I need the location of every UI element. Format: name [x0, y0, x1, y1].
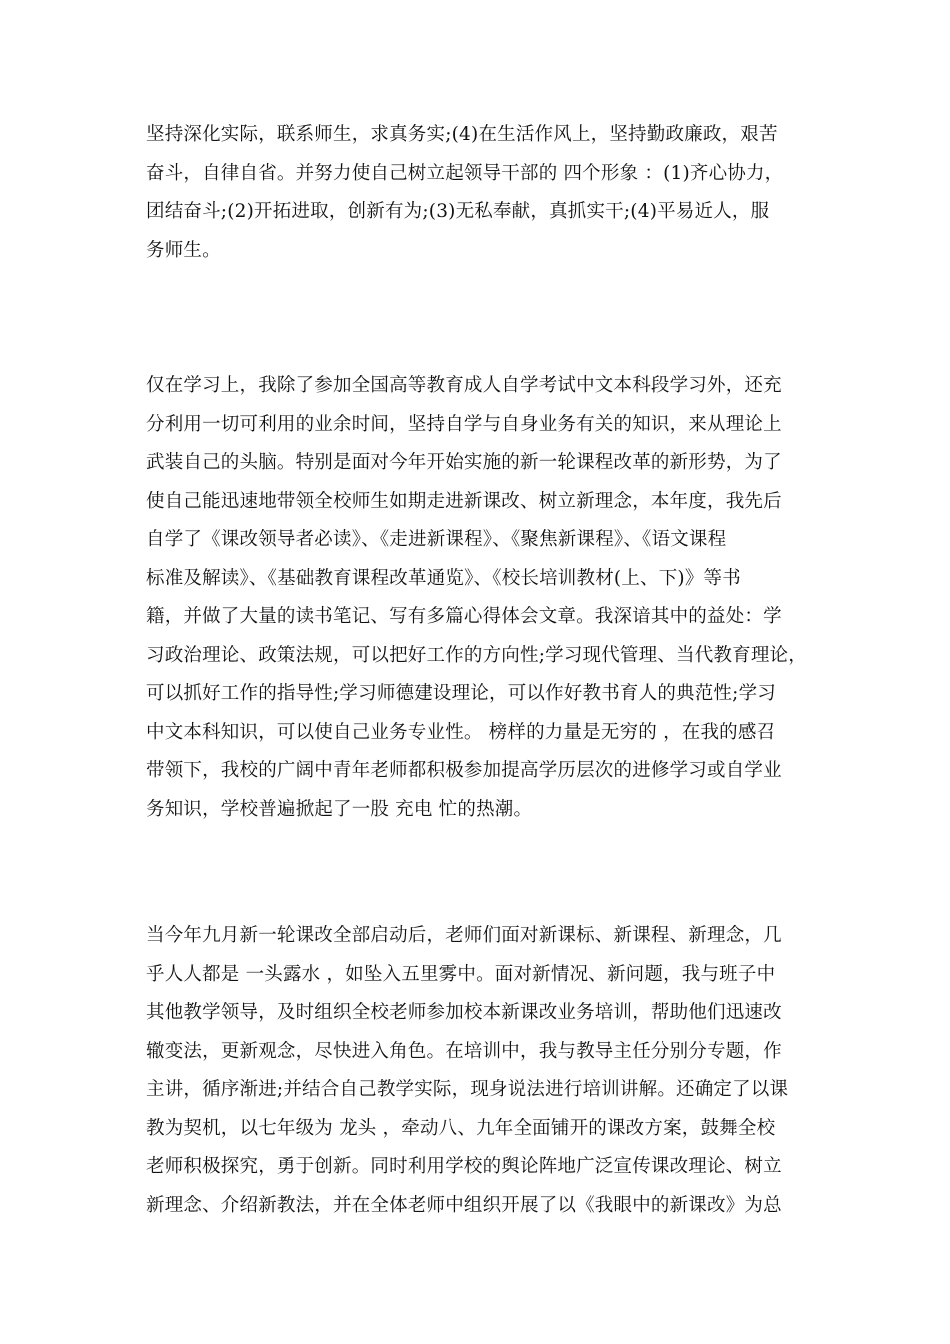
text-line: 当今年九月新一轮课改全部启动后，老师们面对新课标、新课程、新理念，几 [146, 925, 782, 946]
text-line: 教为契机，以七年级为 龙头 ，牵动八、九年全面铺开的课改方案，鼓舞全校 [146, 1117, 776, 1139]
text-line: 坚持深化实际，联系师生，求真务实;(4)在生活作风上，坚持勤政廉政，艰苦 [146, 124, 778, 145]
text-line: 可以抓好工作的指导性;学习师德建设理论，可以作好教书育人的典范性;学习 [146, 683, 776, 704]
text-line: 籍，并做了大量的读书笔记、写有多篇心得体会文章。我深谙其中的益处：学 [146, 606, 782, 627]
text-line: 使自己能迅速地带领全校师生如期走进新课改、树立新理念，本年度，我先后 [146, 490, 782, 512]
text-line: 团结奋斗;(2)开拓进取，创新有为;(3)无私奉献，真抓实干;(4)平易近人，服 [146, 201, 770, 222]
text-line: 中文本科知识，可以使自己业务专业性。 榜样的力量是无穷的 ，在我的感召 [146, 721, 776, 743]
text-line: 务知识，学校普遍掀起了一股 充电 忙的热潮。 [146, 798, 533, 820]
text-line: 务师生。 [146, 239, 221, 261]
paragraph-1 [146, 116, 826, 270]
text-line: 分利用一切可利用的业余时间，坚持自学与自身业务有关的知识，来从理论上 [146, 413, 782, 435]
text-line: 武装自己的头脑。特别是面对今年开始实施的新一轮课程改革的新形势，为了 [146, 452, 782, 473]
text-line: 仅在学习上，我除了参加全国高等教育成人自学考试中文本科段学习外，还充 [146, 375, 782, 396]
text-line: 习政治理论、政策法规，可以把好工作的方向性;学习现代管理、当代教育理论， [146, 644, 807, 666]
paragraph-2 [146, 367, 826, 829]
text-line: 奋斗，自律自省。并努力使自己树立起领导干部的 四个形象 ：(1)齐心协力， [146, 162, 784, 184]
text-line: 自学了《课改领导者必读》、《走进新课程》、《聚焦新课程》、《语文课程 [146, 529, 727, 550]
text-line: 主讲，循序渐进;并结合自己教学实际，现身说法进行培训讲解。还确定了以课 [146, 1079, 789, 1100]
text-line: 乎人人都是 一头露水 ，如坠入五里雾中。面对新情况、新问题，我与班子中 [146, 963, 776, 985]
text-line: 其他教学领导，及时组织全校老师参加校本新课改业务培训，帮助他们迅速改 [146, 1002, 782, 1023]
text-line: 带领下，我校的广阔中青年老师都积极参加提高学历层次的进修学习或自学业 [146, 760, 782, 781]
text-line: 老师积极探究，勇于创新。同时利用学校的舆论阵地广泛宣传课改理论、树立 [146, 1156, 782, 1177]
paragraph-3 [146, 917, 826, 1225]
text-line: 标准及解读》、《基础教育课程改革通览》、《校长培训教材(上、下)》等书 [146, 567, 741, 589]
text-line: 新理念、介绍新教法，并在全体老师中组织开展了以《我眼中的新课改》为总 [146, 1194, 782, 1216]
text-line: 辙变法，更新观念，尽快进入角色。在培训中，我与教导主任分别分专题，作 [146, 1040, 782, 1062]
